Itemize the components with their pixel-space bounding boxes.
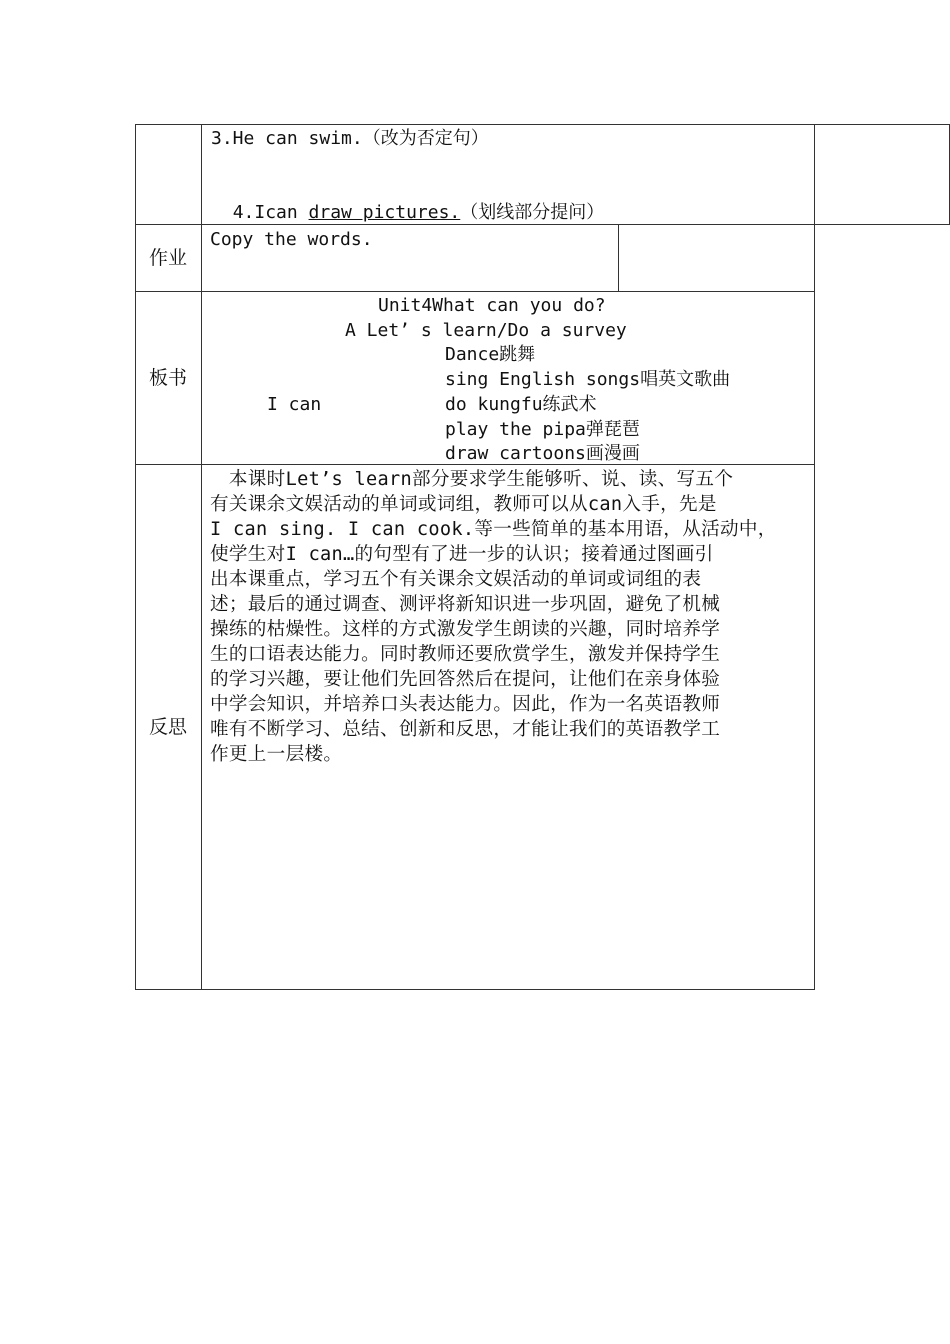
blackboard-item: do kungfu练武术 <box>445 394 597 415</box>
blackboard-item: Dance跳舞 <box>445 344 536 365</box>
row-divider-2 <box>135 291 815 292</box>
homework-text: Copy the words. <box>210 229 373 250</box>
reflection-line: 的学习兴趣，要让他们先回答然后在提问，让他们在亲身体验 <box>210 669 721 690</box>
blackboard-item: play the pipa弹琵琶 <box>445 419 640 440</box>
reflection-line: 唯有不断学习、总结、创新和反思，才能让我们的英语教学工 <box>210 719 721 740</box>
blackboard-item: draw cartoons画漫画 <box>445 443 640 464</box>
exercise-item-4-suffix: （划线部分提问） <box>460 202 605 223</box>
reflection-paragraph <box>210 467 808 767</box>
blackboard-subtitle: A Let’ s learn/Do a survey <box>345 320 627 341</box>
reflection-line: 有关课余文娱活动的单词或词组，教师可以从can入手，先是 <box>210 494 717 515</box>
blackboard-title: Unit4What can you do? <box>378 295 606 316</box>
reflection-line: 述；最后的通过调查、测评将新知识进一步巩固，避免了机械 <box>210 594 721 615</box>
reflection-line: 生的口语表达能力。同时教师还要欣赏学生，激发并保持学生 <box>210 644 721 665</box>
table-top-border <box>135 124 950 125</box>
label-column-divider <box>201 124 202 990</box>
blackboard-lead: I can <box>267 394 322 415</box>
blackboard-item: sing English songs唱英文歌曲 <box>445 369 731 390</box>
blackboard-label: 板书 <box>148 367 187 389</box>
homework-inner-divider <box>618 224 619 292</box>
exercise-item-4 <box>211 175 604 225</box>
table-bottom-border <box>135 989 815 990</box>
reflection-line: 操练的枯燥性。这样的方式激发学生朗读的兴趣，同时培养学 <box>210 619 721 640</box>
reflection-label: 反思 <box>148 716 187 738</box>
exercise-item-4-prefix: 4.Ican <box>232 202 309 223</box>
homework-label: 作业 <box>148 247 187 269</box>
reflection-line: 出本课重点，学习五个有关课余文娱活动的单词或词组的表 <box>210 569 702 590</box>
reflection-line: 本课时Let’s learn部分要求学生能够听、说、读、写五个 <box>210 469 734 490</box>
reflection-line: 使学生对I can…的句型有了进一步的认识；接着通过图画引 <box>210 544 714 565</box>
reflection-line: I can sing. I can cook.等一些简单的基本用语，从活动中， <box>210 519 777 540</box>
reflection-line: 作更上一层楼。 <box>210 744 343 765</box>
table-right-border <box>814 124 815 990</box>
exercise-item-4-underlined: draw pictures. <box>308 202 461 223</box>
exercise-item-3: 3.He can swim.（改为否定句） <box>211 128 489 149</box>
reflection-line: 中学会知识，并培养口头表达能力。因此，作为一名英语教师 <box>210 694 721 715</box>
